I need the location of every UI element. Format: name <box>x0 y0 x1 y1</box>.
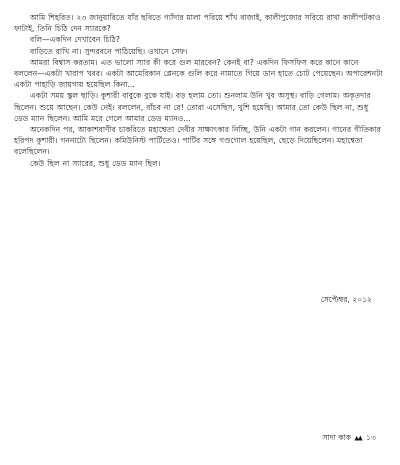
article-body <box>14 12 384 169</box>
paragraph-7: কেউ ছিল না স্যারের, শুধু ডেড ম্যান ছিল। <box>30 158 161 168</box>
paragraph-6: অনেকদিন পর, আকাশবাণীর চাকরিতে মহাশ্বেতা দেবীর সাক্ষাৎকার নিচ্ছি, উনি একটা গান করলেন। গানের গীতিকার হরিপদ কুশারী। গননাট্যে ছিলেন। কমিউনিস্ট পার্টিতেও। পার্টির সঙ্গে গণ্ডগোল হয়েছিল, ছেড়ে দিয়েছিলেন। মহাশ্বেতা বলেছিলেন। <box>14 125 381 157</box>
page-footer <box>322 432 376 443</box>
article-date: সেপ্টেম্বর, ২০১২ <box>320 295 372 304</box>
page-number: ১৩ <box>366 433 376 442</box>
crow-icon <box>354 434 363 441</box>
paragraph-2: বলি—একদিন দেখাবেন চিঠি? <box>30 35 120 45</box>
paragraph-1: আমি শিহরিত। ২৩ জানুয়ারিতে যাঁর ছবিতে গ্যাঁদার মালা পরিয়ে শাঁখ বাজাই, কালীপুজোর সরিয়ে রাখা কালীপটকাও ফাটাই, তিনি চিঠি দেন স্যারকে? <box>14 13 381 34</box>
paragraph-4: আমরা বিশ্বাস করতাম। এত ভালো স্যার কী করে গুল মারবেন? কেনই বা? একদিন ফিসফিস করে কানে কানে বললেন—একটা খারাপ খবর। একটা আমেরিকান প্লেনকে গুলি করে নামাতে গিয়ে ডান হাতে চোট পেয়েছেন। অপারেশনটা একটা পাহাড়ি জায়গায় হয়েছিল কিনা... <box>14 57 383 90</box>
paragraph-3: বাড়িতে রাখি না। সুন্দরবনে পাঠিয়েছি। ওখানে সেফ। <box>30 46 188 56</box>
paragraph-5: একটা সময় স্কুল ছাড়ি। কুশারী বাবুকে বুকে যাই। বড় হলাম তো। শুনলাম উনি খুব অসুস্থ। বাড়ি গেলাম। অকৃতদার ছিলেন। শুয়ে আছেন। কেউ নেই। বললেন, বাঁচব না রে! তোরা এসেছিস, খুশি হয়েছি। আমার তো কেউ ছিল না, শুধু ডেড ম্যান ছিলেন। আমি মরে গেলে আমার ডেড ম্যানও... <box>14 91 371 123</box>
magazine-name: সাদা কাক <box>322 433 352 442</box>
